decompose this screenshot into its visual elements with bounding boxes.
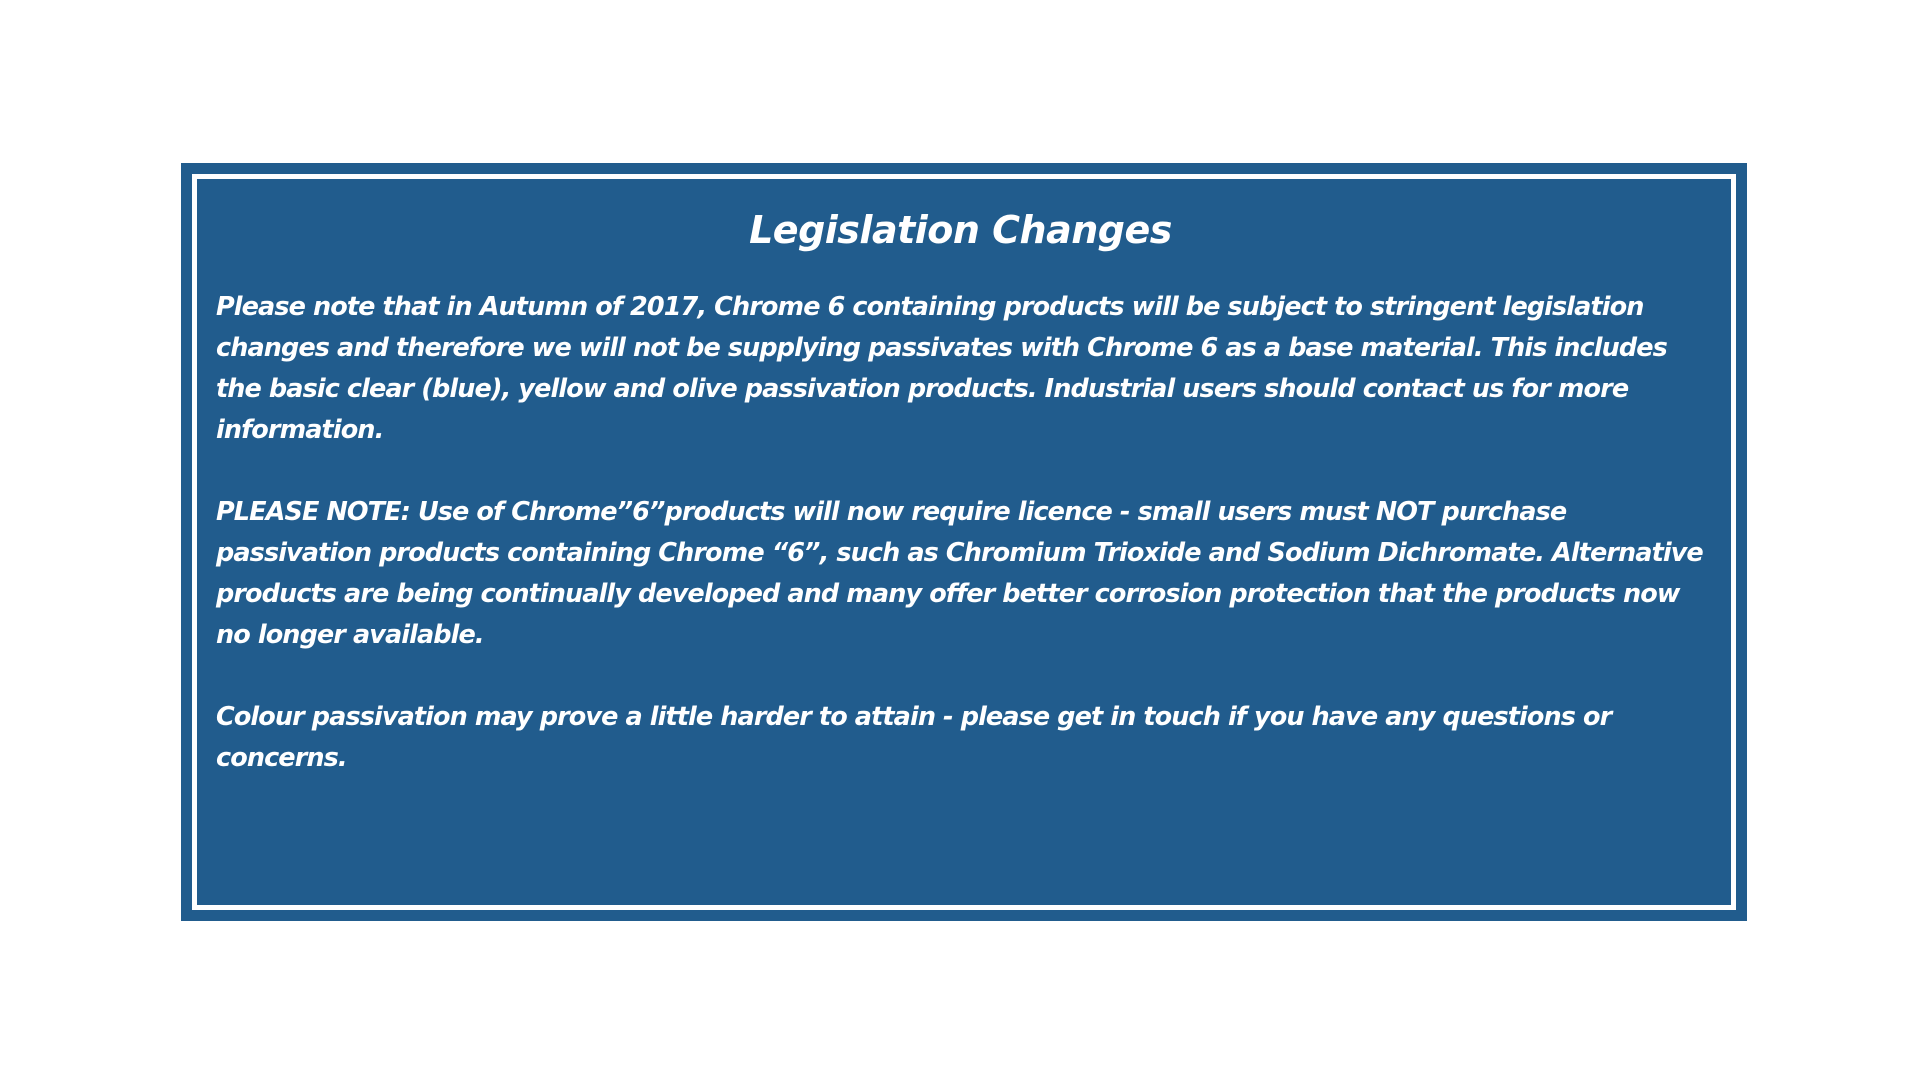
- notice-content: [203, 185, 1725, 899]
- legislation-notice-panel: [181, 163, 1747, 921]
- notice-paragraph-colour-passivation: Colour passivation may prove a little harder to attain - please get in touch if you have any questions or concerns.: [216, 702, 1612, 773]
- notice-paragraph-licence-requirement: PLEASE NOTE: Use of Chrome”6”products will now require licence - small users must NOT purchase passivation products containing Chrome “6”, such as Chromium Trioxide and Sodium Dichromate. Alternative products are being continually developed and many offer better corrosion protection that the products now no longer available.: [216, 497, 1703, 650]
- notice-paragraph-chrome6-legislation: Please note that in Autumn of 2017, Chrome 6 containing products will be subject to stringent legislation changes and therefore we will not be supplying passivates with Chrome 6 as a base material. This includes the basic clear (blue), yellow and olive passivation products. Industrial users should contact us for more information.: [216, 292, 1667, 445]
- notice-title: Legislation Changes: [749, 208, 1172, 252]
- notice-white-border: [192, 174, 1736, 910]
